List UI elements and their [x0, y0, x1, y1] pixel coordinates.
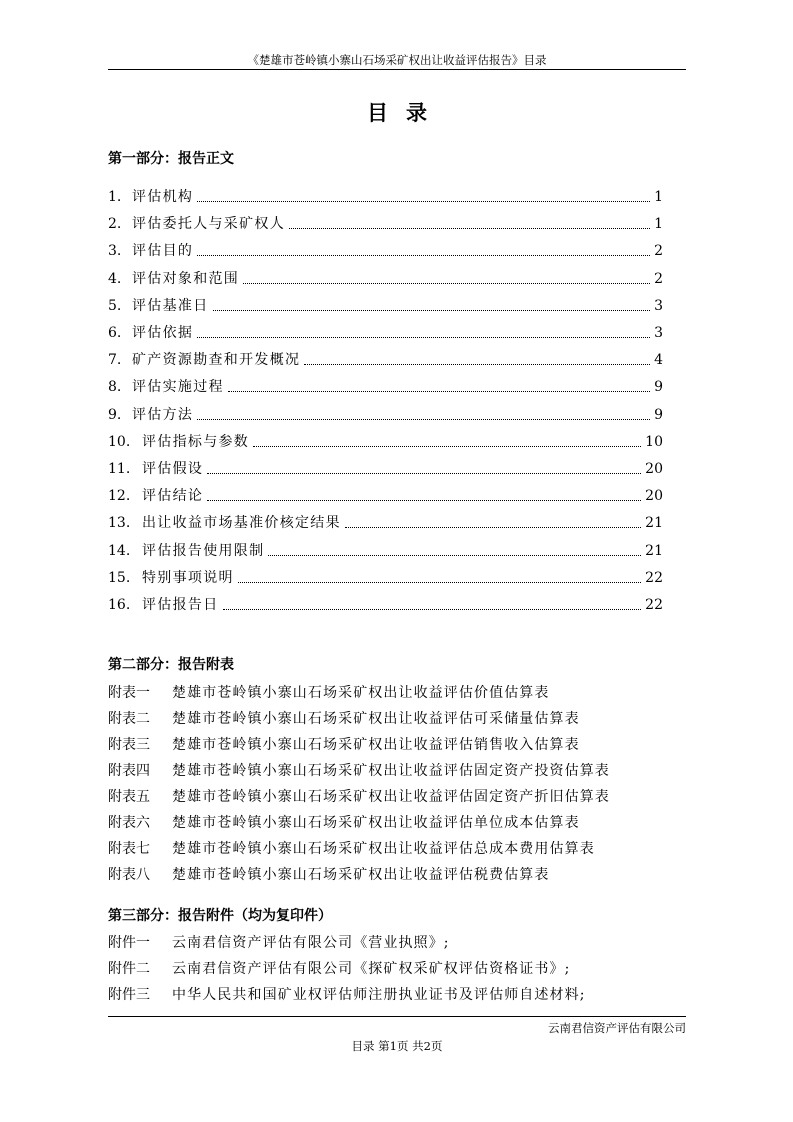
toc-entry-title: 特别事项说明 — [142, 569, 234, 586]
toc-entry-title: 评估实施过程 — [132, 379, 224, 396]
toc-entry-title: 评估报告使用限制 — [142, 542, 265, 559]
toc-entry-title: 评估依据 — [132, 325, 194, 341]
appendix-table-item-title: 楚雄市苍岭镇小寨山石场采矿权出让收益评估单位成本估算表 — [172, 815, 580, 831]
toc-entry-number: 13. — [108, 515, 131, 532]
toc-entry-page: 4 — [654, 352, 663, 369]
attachment-item-code: 附件三 — [108, 987, 150, 1003]
toc-entry[interactable] — [108, 349, 663, 369]
appendix-table-item — [108, 736, 686, 756]
toc-leader-dots — [197, 337, 650, 338]
toc-entry-number: 4. — [108, 270, 122, 287]
toc-entry-page: 3 — [654, 297, 663, 314]
toc-entry-title: 评估结论 — [142, 488, 204, 505]
toc-entry-number: 15. — [108, 569, 131, 586]
running-header: 《楚雄市苍岭镇小寨山石场采矿权出让收益评估报告》目录 — [247, 53, 547, 67]
toc-leader-dots — [197, 201, 650, 202]
part1-heading: 第一部分：报告正文 — [108, 151, 234, 167]
toc-leader-dots — [304, 364, 650, 365]
attachment-item-title: 云南君信资产评估有限公司《营业执照》; — [172, 935, 450, 951]
toc-entry-number: 2. — [108, 216, 122, 233]
toc-entry[interactable] — [108, 485, 663, 505]
toc-entry-title: 评估假设 — [142, 461, 204, 477]
appendix-table-item-code: 附表四 — [108, 763, 150, 779]
toc-entry-number: 12. — [108, 488, 131, 505]
footer-company: 云南君信资产评估有限公司 — [548, 1021, 686, 1035]
appendix-table-item-title: 楚雄市苍岭镇小寨山石场采矿权出让收益评估固定资产投资估算表 — [172, 763, 610, 779]
toc-entry-title: 出让收益市场基准价核定结果 — [142, 515, 341, 532]
appendix-table-item-code: 附表六 — [108, 815, 150, 831]
toc-leader-dots — [268, 555, 641, 556]
toc-leader-dots — [228, 391, 650, 392]
header-rule — [108, 69, 686, 70]
toc-entry[interactable] — [108, 431, 663, 451]
toc-entry-title: 评估目的 — [132, 243, 194, 260]
toc-entry[interactable] — [108, 186, 663, 206]
toc-entry[interactable] — [108, 540, 663, 560]
toc-entry-page: 22 — [645, 597, 663, 613]
toc-entry-number: 16. — [108, 597, 131, 613]
appendix-table-item — [108, 840, 686, 860]
toc-entry-page: 10 — [645, 433, 663, 450]
toc-entry-number: 7. — [108, 352, 122, 369]
toc-entry-number: 5. — [108, 297, 122, 314]
toc-entry-number: 6. — [108, 325, 122, 341]
attachment-item — [108, 986, 686, 1006]
toc-entry-page: 1 — [654, 189, 663, 205]
appendix-table-item-code: 附表三 — [108, 737, 150, 753]
appendix-table-item-title: 楚雄市苍岭镇小寨山石场采矿权出让收益评估价值估算表 — [172, 685, 550, 701]
attachment-item-title: 中华人民共和国矿业权评估师注册执业证书及评估师自述材料; — [172, 987, 586, 1003]
toc-entry-page: 2 — [654, 270, 663, 287]
appendix-table-item-title: 楚雄市苍岭镇小寨山石场采矿权出让收益评估税费估算表 — [172, 867, 550, 883]
toc-entry-title: 矿产资源勘查和开发概况 — [132, 352, 301, 369]
appendix-table-item-code: 附表二 — [108, 711, 150, 727]
toc-entry[interactable] — [108, 567, 663, 587]
appendix-table-item-code: 附表八 — [108, 867, 150, 883]
attachment-item — [108, 960, 686, 980]
attachment-item-code: 附件一 — [108, 935, 150, 951]
part2-heading: 第二部分：报告附表 — [108, 657, 234, 673]
toc-entry[interactable] — [108, 322, 663, 342]
appendix-table-item-code: 附表一 — [108, 685, 150, 701]
toc-entry-page: 20 — [645, 488, 663, 505]
appendix-table-item — [108, 762, 686, 782]
toc-entry-page: 20 — [645, 461, 663, 477]
toc-entry-number: 8. — [108, 379, 122, 396]
toc-entry-page: 9 — [654, 379, 663, 396]
toc-entry-title: 评估机构 — [132, 189, 194, 205]
appendix-table-item — [108, 814, 686, 834]
toc-leader-dots — [253, 446, 641, 447]
toc-leader-dots — [238, 582, 641, 583]
toc-entry-number: 3. — [108, 243, 122, 260]
toc-entry-number: 1. — [108, 189, 122, 205]
appendix-table-item-code: 附表五 — [108, 789, 150, 805]
toc-entry-page: 3 — [654, 325, 663, 341]
toc-entry-page: 1 — [654, 216, 663, 233]
toc-entry-page: 21 — [645, 542, 663, 559]
toc-leader-dots — [213, 310, 651, 311]
toc-entry-number: 9. — [108, 406, 122, 423]
toc-leader-dots — [207, 500, 641, 501]
toc-entry[interactable] — [108, 594, 663, 614]
appendix-table-item — [108, 866, 686, 886]
appendix-table-item-code: 附表七 — [108, 841, 150, 857]
toc-leader-dots — [223, 609, 642, 610]
toc-entry[interactable] — [108, 376, 663, 396]
toc-entry-title: 评估对象和范围 — [132, 270, 240, 287]
toc-entry-number: 11. — [108, 461, 131, 477]
toc-entry[interactable] — [108, 240, 663, 260]
appendix-table-item — [108, 788, 686, 808]
toc-entry-page: 21 — [645, 515, 663, 532]
toc-entry-title: 评估指标与参数 — [142, 433, 250, 450]
page-title: 目录 — [367, 100, 445, 125]
appendix-table-item-title: 楚雄市苍岭镇小寨山石场采矿权出让收益评估固定资产折旧估算表 — [172, 789, 610, 805]
appendix-table-item-title: 楚雄市苍岭镇小寨山石场采矿权出让收益评估总成本费用估算表 — [172, 841, 595, 857]
toc-leader-dots — [243, 283, 650, 284]
appendix-table-item-title: 楚雄市苍岭镇小寨山石场采矿权出让收益评估可采储量估算表 — [172, 711, 580, 727]
toc-leader-dots — [197, 419, 650, 420]
footer-rule — [108, 1016, 686, 1017]
appendix-table-item — [108, 710, 686, 730]
toc-entry-page: 9 — [654, 406, 663, 423]
part3-heading: 第三部分：报告附件（均为复印件） — [108, 908, 332, 924]
toc-entry[interactable] — [108, 213, 663, 233]
toc-entry[interactable] — [108, 458, 663, 478]
attachment-item-title: 云南君信资产评估有限公司《探矿权采矿权评估资格证书》; — [172, 961, 571, 977]
appendix-table-item — [108, 684, 686, 704]
toc-entry[interactable] — [108, 268, 663, 288]
toc-entry[interactable] — [108, 295, 663, 315]
footer-page-info: 目录 第1页 共2页 — [351, 1039, 443, 1053]
toc-entry-number: 14. — [108, 542, 131, 559]
toc-entry-title: 评估报告日 — [142, 597, 219, 613]
attachment-item — [108, 934, 686, 954]
toc-leader-dots — [207, 473, 641, 474]
attachment-item-code: 附件二 — [108, 961, 150, 977]
toc-entry-title: 评估基准日 — [132, 297, 209, 314]
toc-leader-dots — [289, 228, 650, 229]
toc-entry-title: 评估委托人与采矿权人 — [132, 216, 285, 233]
toc-entry-title: 评估方法 — [132, 406, 194, 423]
toc-entry[interactable] — [108, 512, 663, 532]
toc-entry[interactable] — [108, 404, 663, 424]
toc-entry-number: 10. — [108, 433, 131, 450]
toc-leader-dots — [197, 255, 650, 256]
toc-leader-dots — [345, 527, 641, 528]
toc-entry-page: 22 — [645, 569, 663, 586]
appendix-table-item-title: 楚雄市苍岭镇小寨山石场采矿权出让收益评估销售收入估算表 — [172, 737, 580, 753]
toc-entry-page: 2 — [654, 243, 663, 260]
